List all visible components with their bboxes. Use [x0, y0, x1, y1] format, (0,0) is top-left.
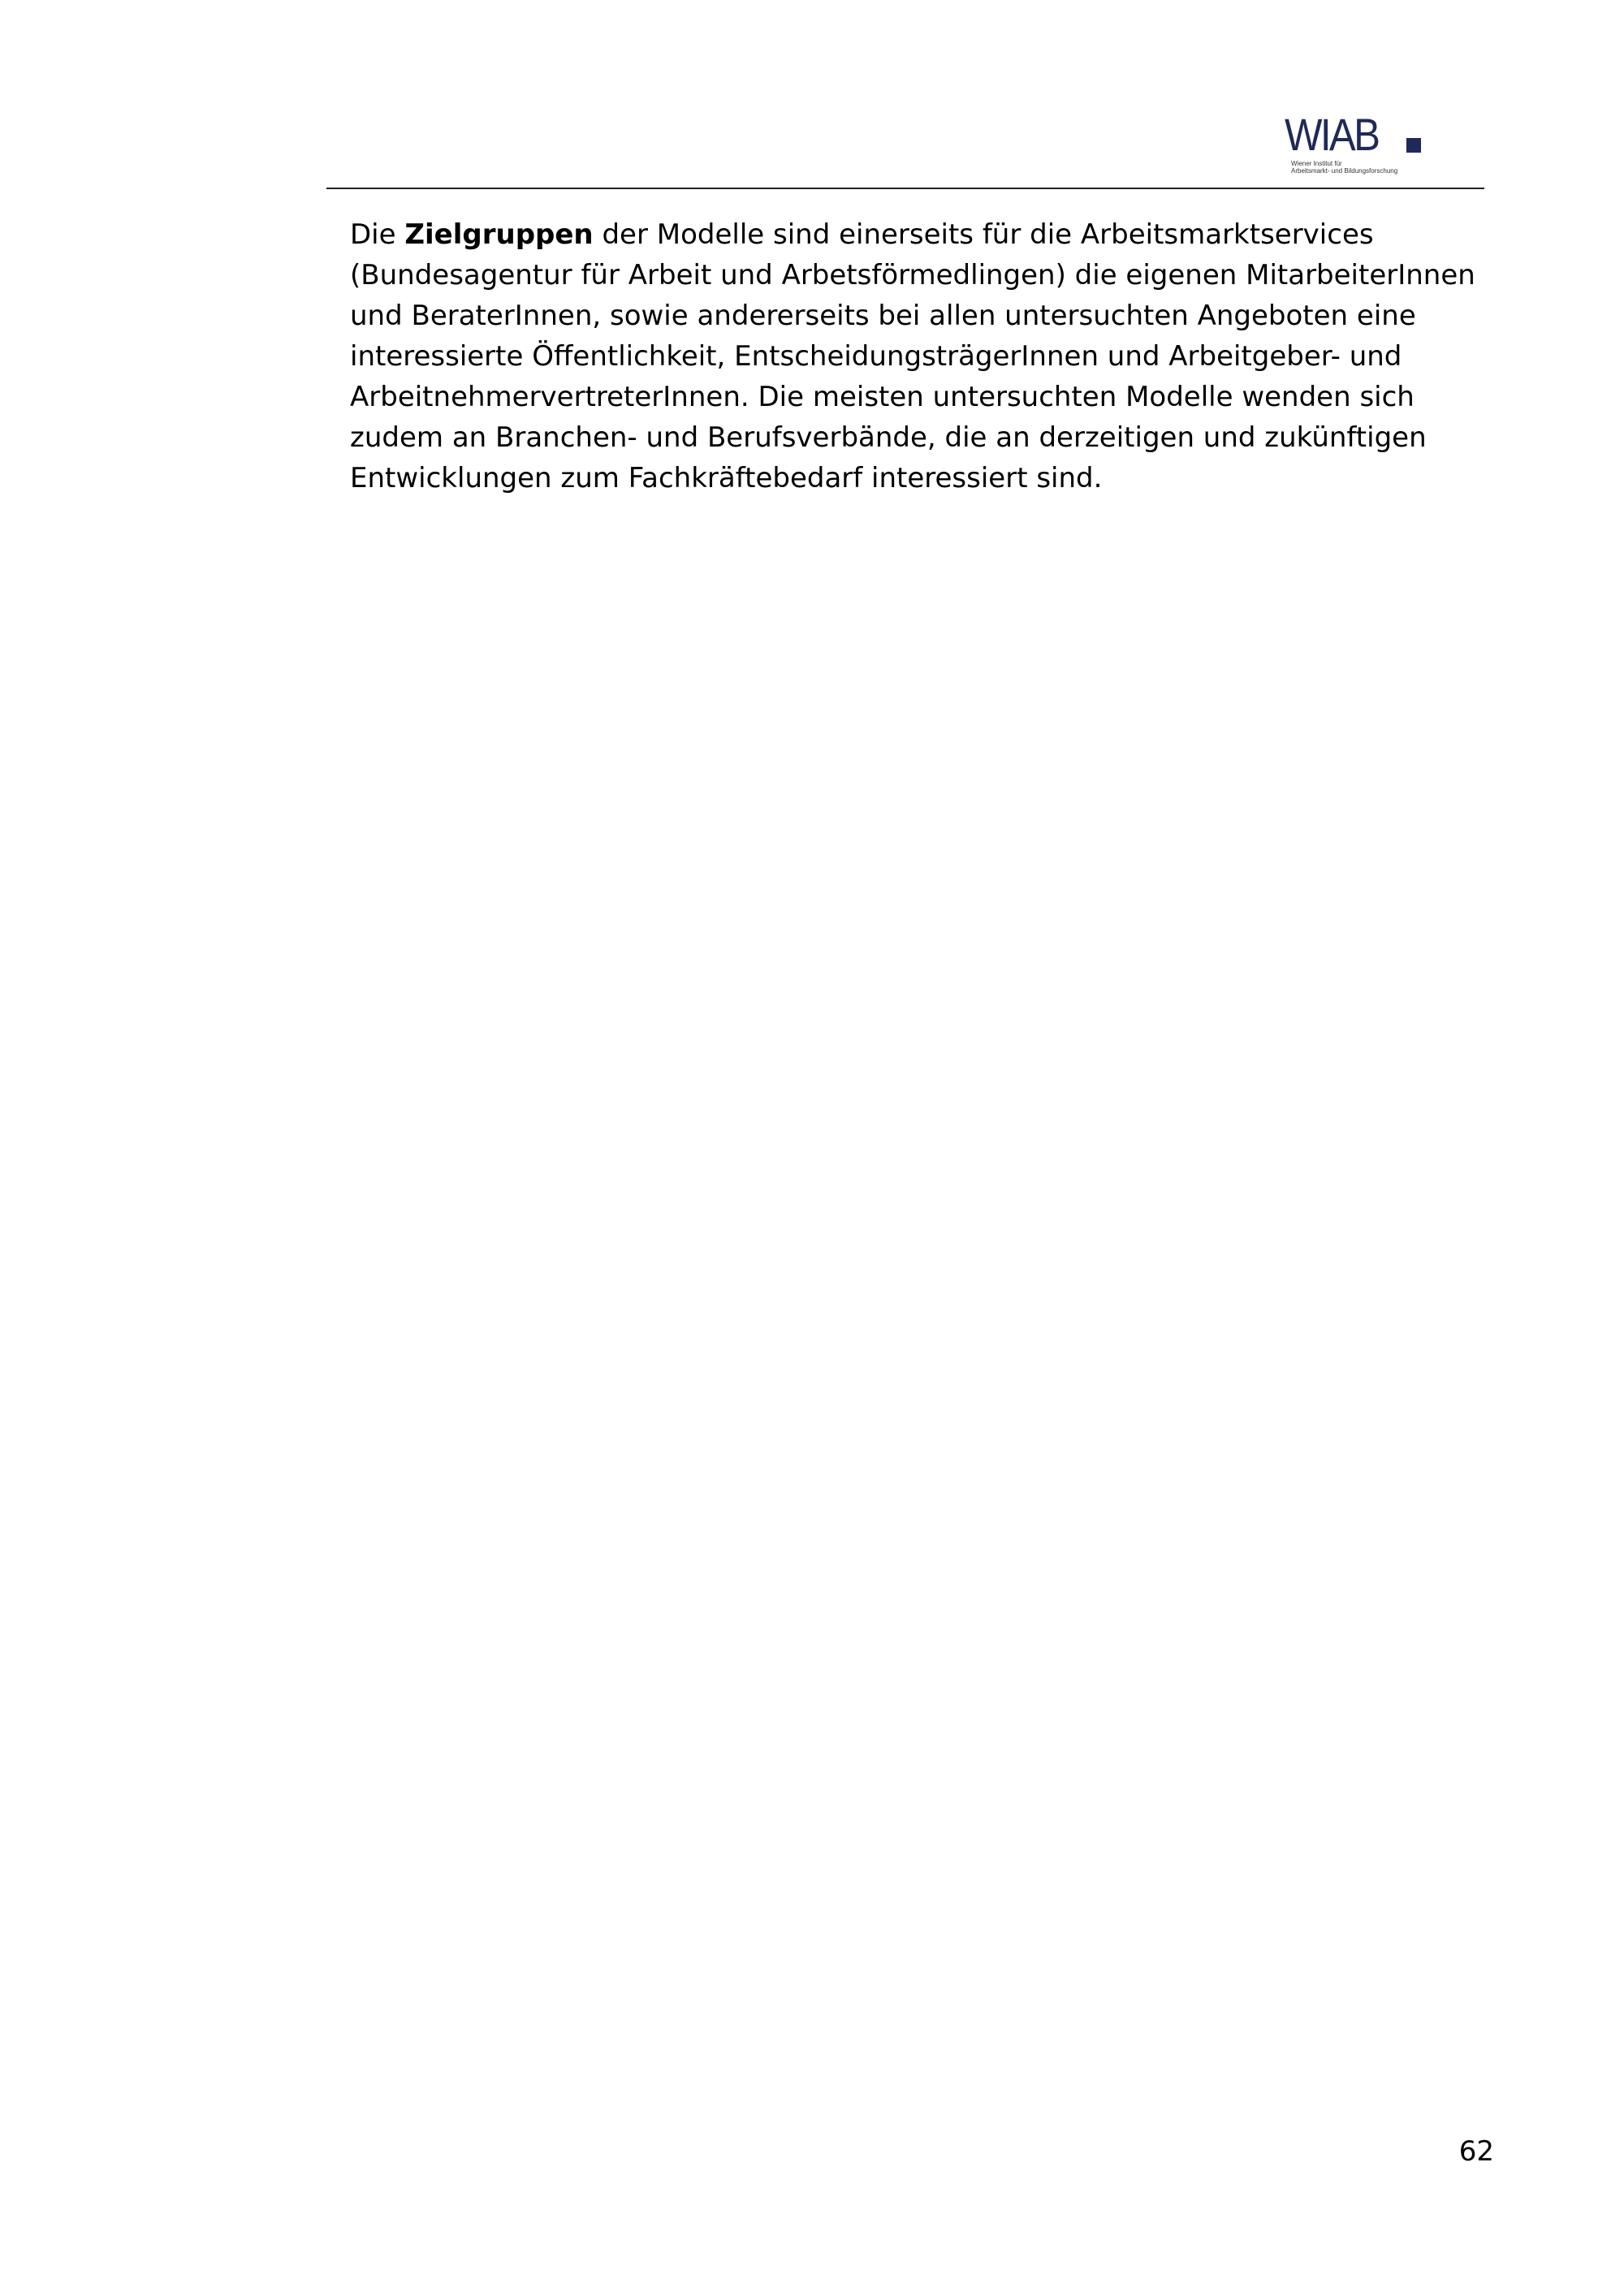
bold-term-zielgruppen: Zielgruppen — [404, 218, 594, 251]
line-1-prefix: Die — [350, 218, 405, 251]
logo-subtitle-line-2: Arbeitsmarkt- und Bildungsforschung — [1291, 167, 1398, 175]
paragraph-line-2: (Bundesagentur für Arbeit und Arbetsförmedlingen) die eigenen MitarbeiterInnen — [350, 259, 1475, 291]
paragraph-line-6: zudem an Branchen- und Berufsverbände, die an derzeitigen und zukünftigen — [350, 421, 1427, 454]
paragraph-line-5: ArbeitnehmervertreterInnen. Die meisten untersuchten Modelle wenden sich — [350, 381, 1415, 413]
logo-text: WIAB — [1285, 109, 1379, 160]
paragraph-line-3: und BeraterInnen, sowie andererseits bei allen untersuchten Angeboten eine — [350, 300, 1416, 332]
header-divider — [326, 188, 1484, 189]
body-paragraph — [350, 214, 1487, 498]
paragraph-line-1 — [350, 214, 1487, 255]
paragraph-line-4: interessierte Öffentlichkeit, EntscheidungsträgerInnen und Arbeitgeber- und — [350, 340, 1402, 373]
wiab-logo — [1285, 110, 1431, 175]
paragraph-line-7: Entwicklungen zum Fachkräftebedarf interessiert sind. — [350, 462, 1103, 494]
logo-subtitle-line-1: Wiener Institut für — [1291, 160, 1342, 167]
logo-square-icon — [1406, 138, 1421, 153]
line-1-suffix: der Modelle sind einerseits für die Arbeitsmarktservices — [593, 218, 1374, 251]
logo-subtitle — [1291, 160, 1453, 175]
logo-wordmark — [1285, 110, 1391, 158]
page-number: 62 — [1458, 2135, 1494, 2168]
